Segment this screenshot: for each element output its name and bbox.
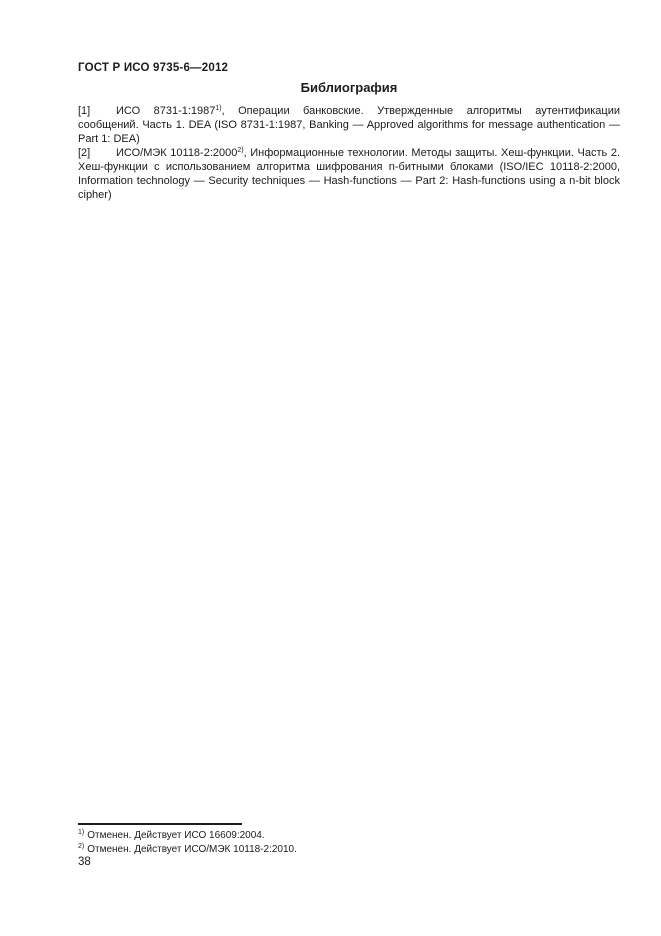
entry-reference: ИСО/МЭК 10118-2:2000 xyxy=(116,147,238,159)
footnote-marker: 1) xyxy=(78,829,85,836)
footnote-text: Отменен. Действует ИСО 16609:2004. xyxy=(87,830,265,841)
footnote xyxy=(78,843,620,857)
page-number: 38 xyxy=(78,856,91,868)
footnote-separator xyxy=(78,823,242,825)
footnote-reference-marker: 1) xyxy=(215,105,222,112)
entry-text: , Операции банковские. Утвержденные алгоритмы аутентификации сообщений. Часть 1. DEA (ISO 8731-1:1987, Banking — Approved algorithms for message authentication — Part 1: DEA) xyxy=(78,105,620,145)
entry-label: [1] xyxy=(78,105,91,117)
entry-reference: ИСО 8731-1:1987 xyxy=(116,105,216,117)
section-title: Библиография xyxy=(300,80,398,95)
entry-text: , Информационные технологии. Методы защиты. Хеш-функции. Часть 2. Хеш-функции с использованием алгоритма шифрования n-битными блоками (ISO/IEC 10118-2:2000, Information technology — Security techniques — Hash-functions — Part 2: Hash-functions using a n-bit block cipher) xyxy=(78,147,620,201)
bibliography-entry xyxy=(78,104,620,146)
bibliography-list xyxy=(78,104,620,202)
footnote-reference-marker: 2) xyxy=(237,147,244,154)
footnote xyxy=(78,829,620,843)
footnote-marker: 2) xyxy=(78,842,85,850)
footnote-section xyxy=(78,823,620,856)
document-header: ГОСТ Р ИСО 9735-6—2012 xyxy=(78,62,229,74)
bibliography-entry xyxy=(78,146,620,202)
entry-label: [2] xyxy=(78,147,91,159)
footnote-text: Отменен. Действует ИСО/МЭК 10118-2:2010. xyxy=(87,843,297,855)
